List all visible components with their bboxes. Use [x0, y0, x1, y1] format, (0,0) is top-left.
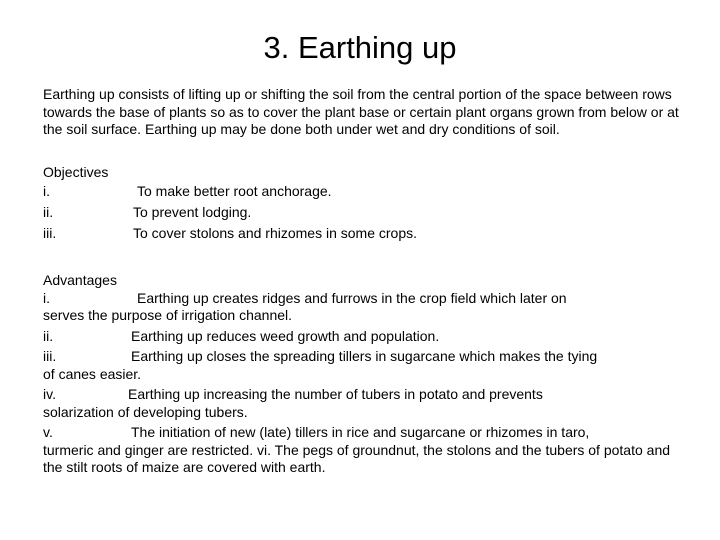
objective-text: To prevent lodging. — [133, 204, 252, 220]
advantage-text-continued: of canes easier. — [43, 365, 142, 382]
advantage-number: ii. — [43, 327, 54, 344]
page-title: 3. Earthing up — [263, 30, 457, 65]
advantages-heading: Advantages — [43, 272, 117, 288]
objective-number: ii. — [43, 204, 54, 220]
advantage-text: Earthing up closes the spreading tillers in sugarcane which makes the tying — [131, 348, 598, 364]
advantage-text-continued: turmeric and ginger are restricted. vi. The pegs of groundnut, the stolons and the tubers of potato and the stilt roots of maize are covered with earth. — [43, 441, 671, 475]
advantage-text-continued: solarization of developing tubers. — [43, 403, 248, 420]
advantage-text-continued: serves the purpose of irrigation channel. — [43, 307, 293, 323]
advantage-item — [43, 290, 693, 325]
objective-item — [43, 202, 693, 223]
advantage-text: The initiation of new (late) tillers in rice and sugarcane or rhizomes in taro, — [131, 424, 590, 440]
advantage-number: v. — [43, 424, 53, 440]
advantage-number: i. — [43, 289, 50, 306]
objective-text: To make better root anchorage. — [137, 183, 332, 199]
advantage-item — [43, 328, 693, 346]
objective-number: iii. — [43, 225, 57, 241]
advantage-item — [43, 348, 693, 383]
advantage-number: iii. — [43, 348, 57, 364]
objective-item — [43, 181, 693, 202]
spacer — [43, 244, 693, 269]
objective-text: To cover stolons and rhizomes in some crops. — [133, 225, 418, 241]
advantage-text: Earthing up reduces weed growth and population. — [131, 327, 440, 344]
advantage-number: iv. — [43, 386, 56, 402]
slide-body — [43, 86, 693, 477]
advantage-text: Earthing up creates ridges and furrows in the crop field which later on — [137, 289, 567, 306]
spacer — [43, 139, 693, 164]
advantage-text: Earthing up increasing the number of tubers in potato and prevents — [128, 386, 543, 402]
intro-paragraph: Earthing up consists of lifting up or shifting the soil from the central portion of the space between rows towards the base of plants so as to cover the plant base or certain plant organs grown from below or at the soil surface. Earthing up may be done both under wet and dry conditions of soil. — [43, 86, 679, 137]
objective-item — [43, 223, 693, 244]
objectives-heading: Objectives — [43, 163, 109, 180]
objective-number: i. — [43, 183, 50, 199]
advantage-item — [43, 424, 693, 477]
advantage-item — [43, 386, 693, 421]
